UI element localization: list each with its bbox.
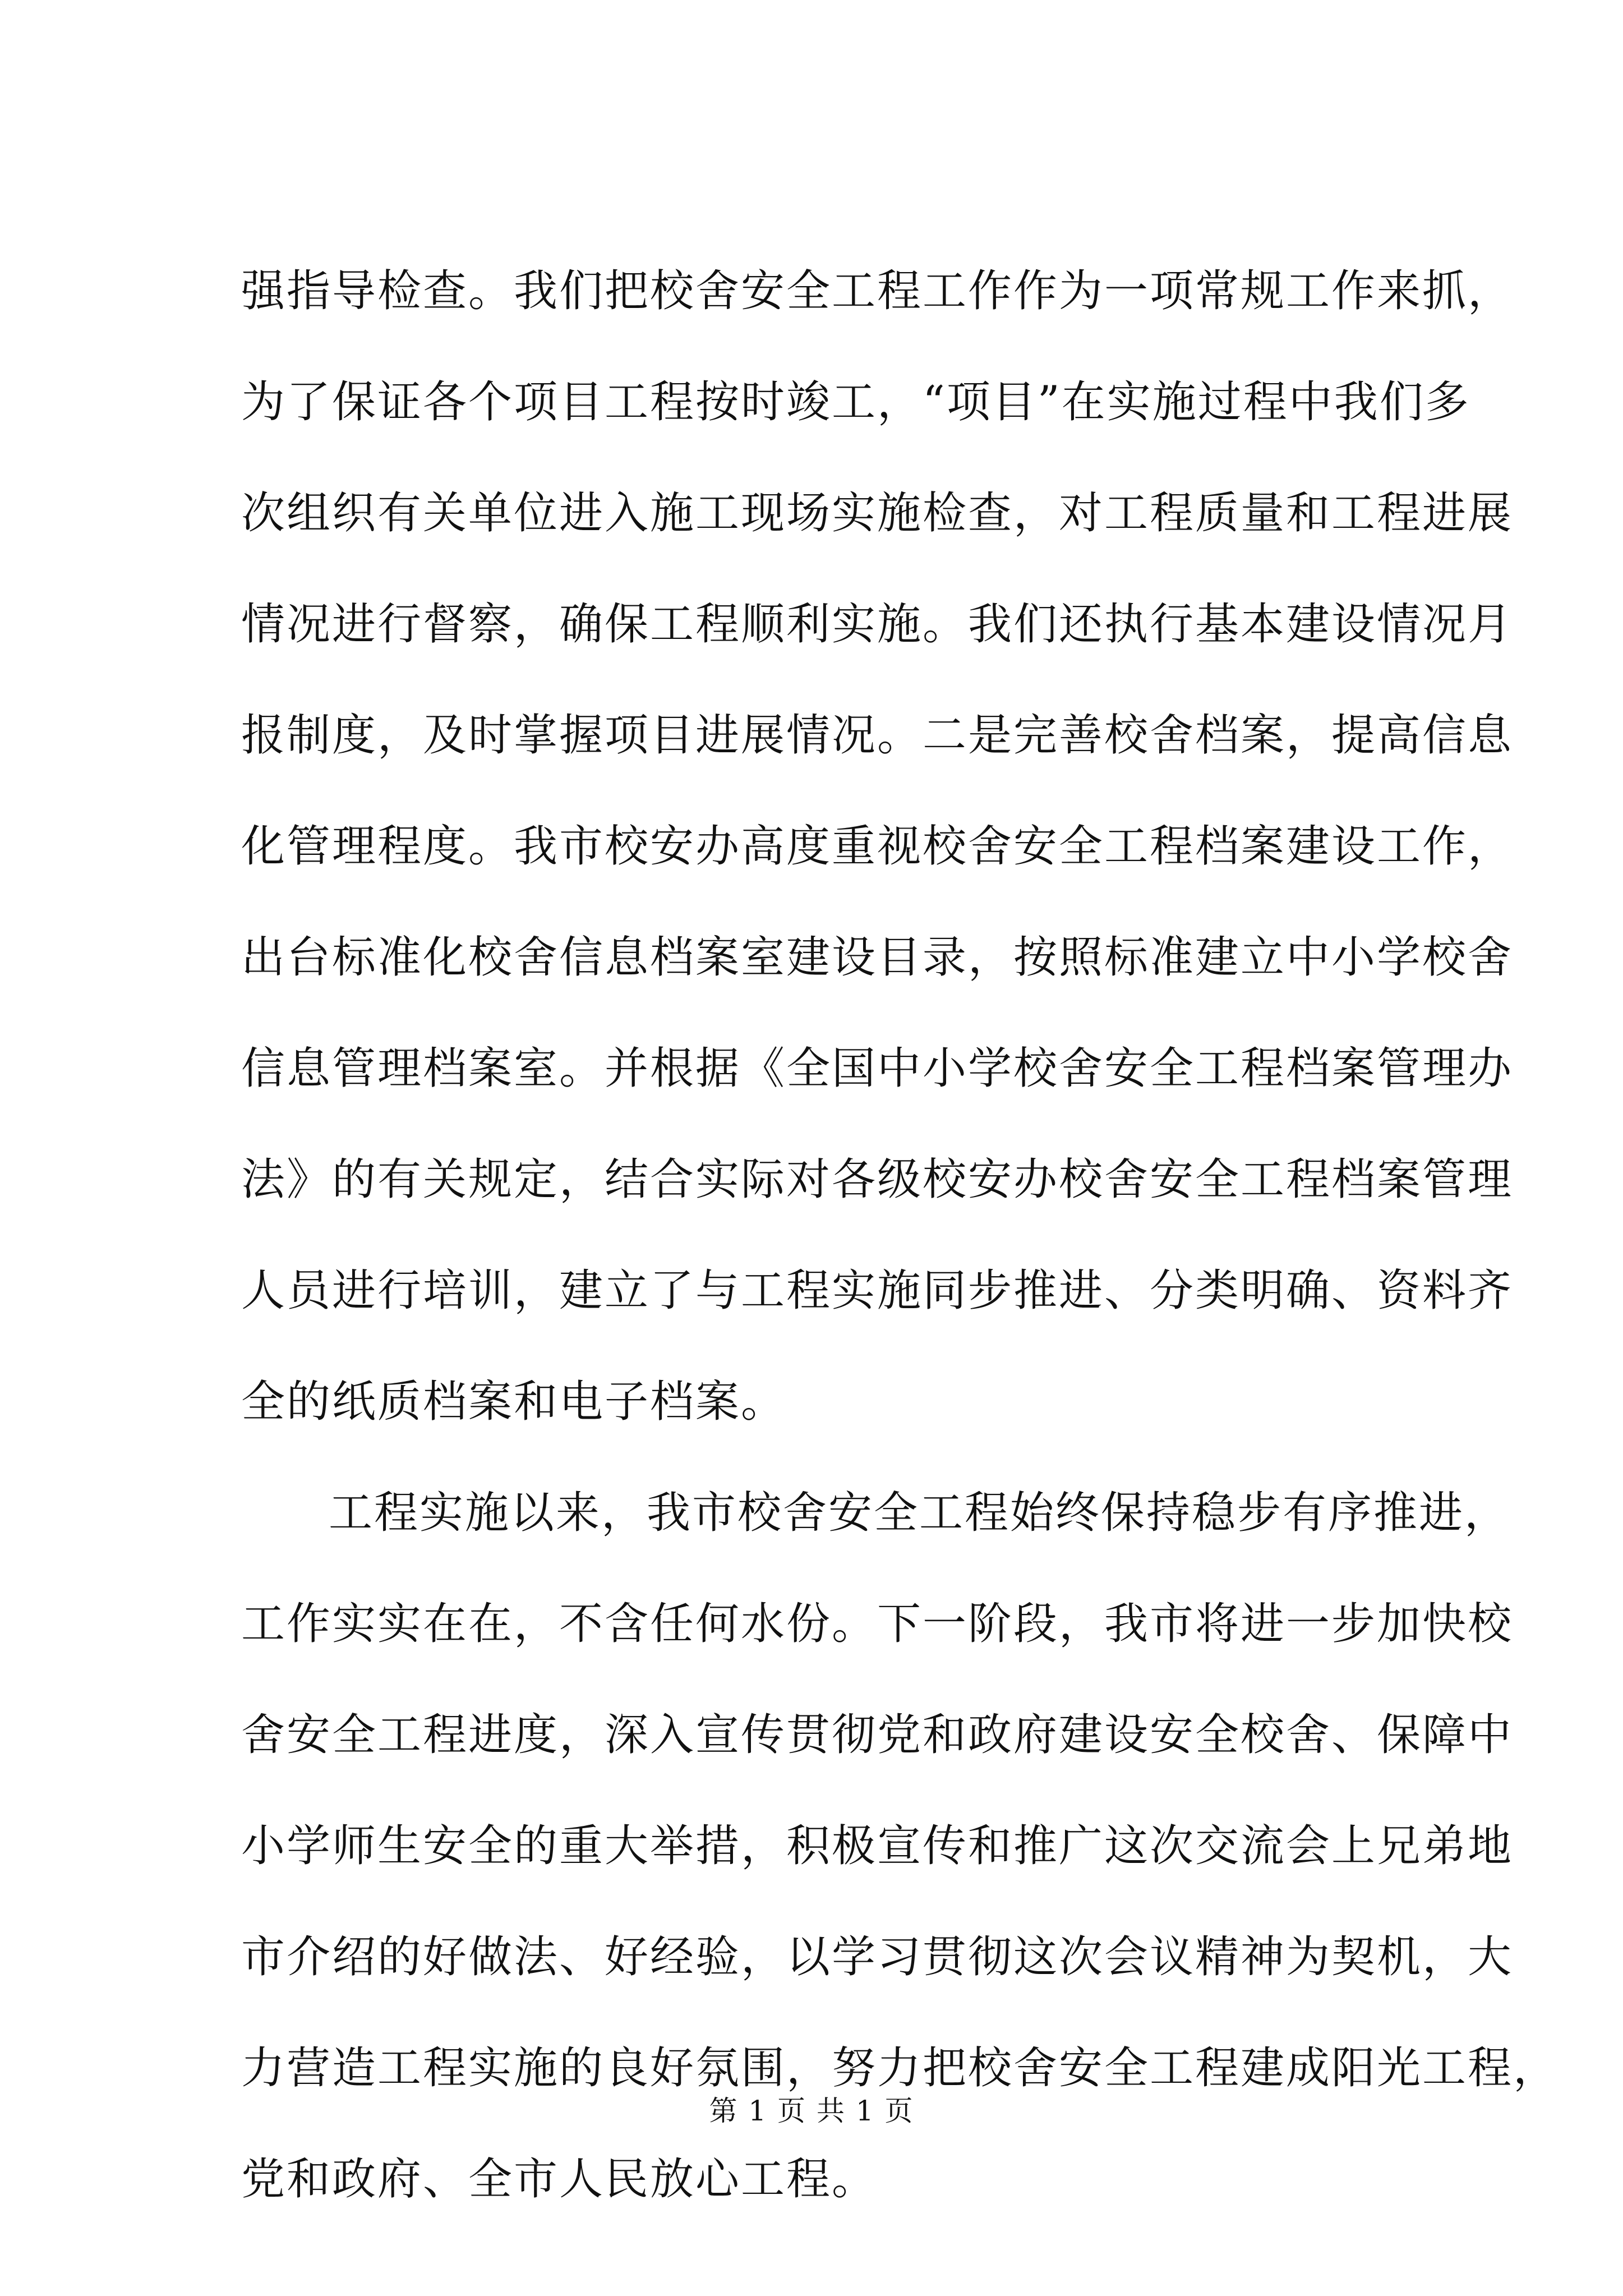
paragraph-first-line: 工程实施以来，我市校舍安全工程始终保持稳步有序推进， (329, 1488, 1510, 1538)
page-number-footer: 第 1 页 共 1 页 (709, 2095, 914, 2127)
text-line: 强指导检查。我们把校舍安全工程工作作为一项常规工作来抓， (241, 266, 1514, 316)
text-line: 舍安全工程进度，深入宣传贯彻党和政府建设安全校舍、保障中 (241, 1710, 1514, 1760)
text-line: 法》的有关规定，结合实际对各级校安办校舍安全工程档案管理 (241, 1154, 1514, 1205)
document-body (241, 236, 1559, 2235)
text-line: 工作实实在在，不含任何水份。下一阶段，我市将进一步加快校 (241, 1599, 1514, 1649)
text-line: 信息管理档案室。并根据《全国中小学校舍安全工程档案管理办 (241, 1043, 1514, 1094)
text-line: 人员进行培训，建立了与工程实施同步推进、分类明确、资料齐 (241, 1266, 1514, 1316)
text-line: 为了保证各个项目工程按时竣工，“项目”在实施过程中我们多 (241, 377, 1470, 427)
text-line: 情况进行督察，确保工程顺利实施。我们还执行基本建设情况月 (241, 599, 1514, 650)
text-line: 报制度，及时掌握项目进展情况。二是完善校舍档案，提高信息 (241, 710, 1514, 761)
text-line: 出台标准化校舍信息档案室建设目录，按照标准建立中小学校舍 (241, 932, 1514, 983)
text-line: 化管理程度。我市校安办高度重视校舍安全工程档案建设工作， (241, 821, 1514, 872)
text-line: 力营造工程实施的良好氛围，努力把校舍安全工程建成阳光工程， (241, 2043, 1559, 2093)
text-line: 市介绍的好做法、好经验，以学习贯彻这次会议精神为契机，大 (241, 1932, 1514, 1982)
text-line: 小学师生安全的重大举措，积极宣传和推广这次交流会上兄弟地 (241, 1821, 1514, 1871)
text-line: 全的纸质档案和电子档案。 (241, 1377, 787, 1427)
text-line: 次组织有关单位进入施工现场实施检查，对工程质量和工程进展 (241, 488, 1514, 539)
text-line: 党和政府、全市人民放心工程。 (241, 2154, 878, 2205)
